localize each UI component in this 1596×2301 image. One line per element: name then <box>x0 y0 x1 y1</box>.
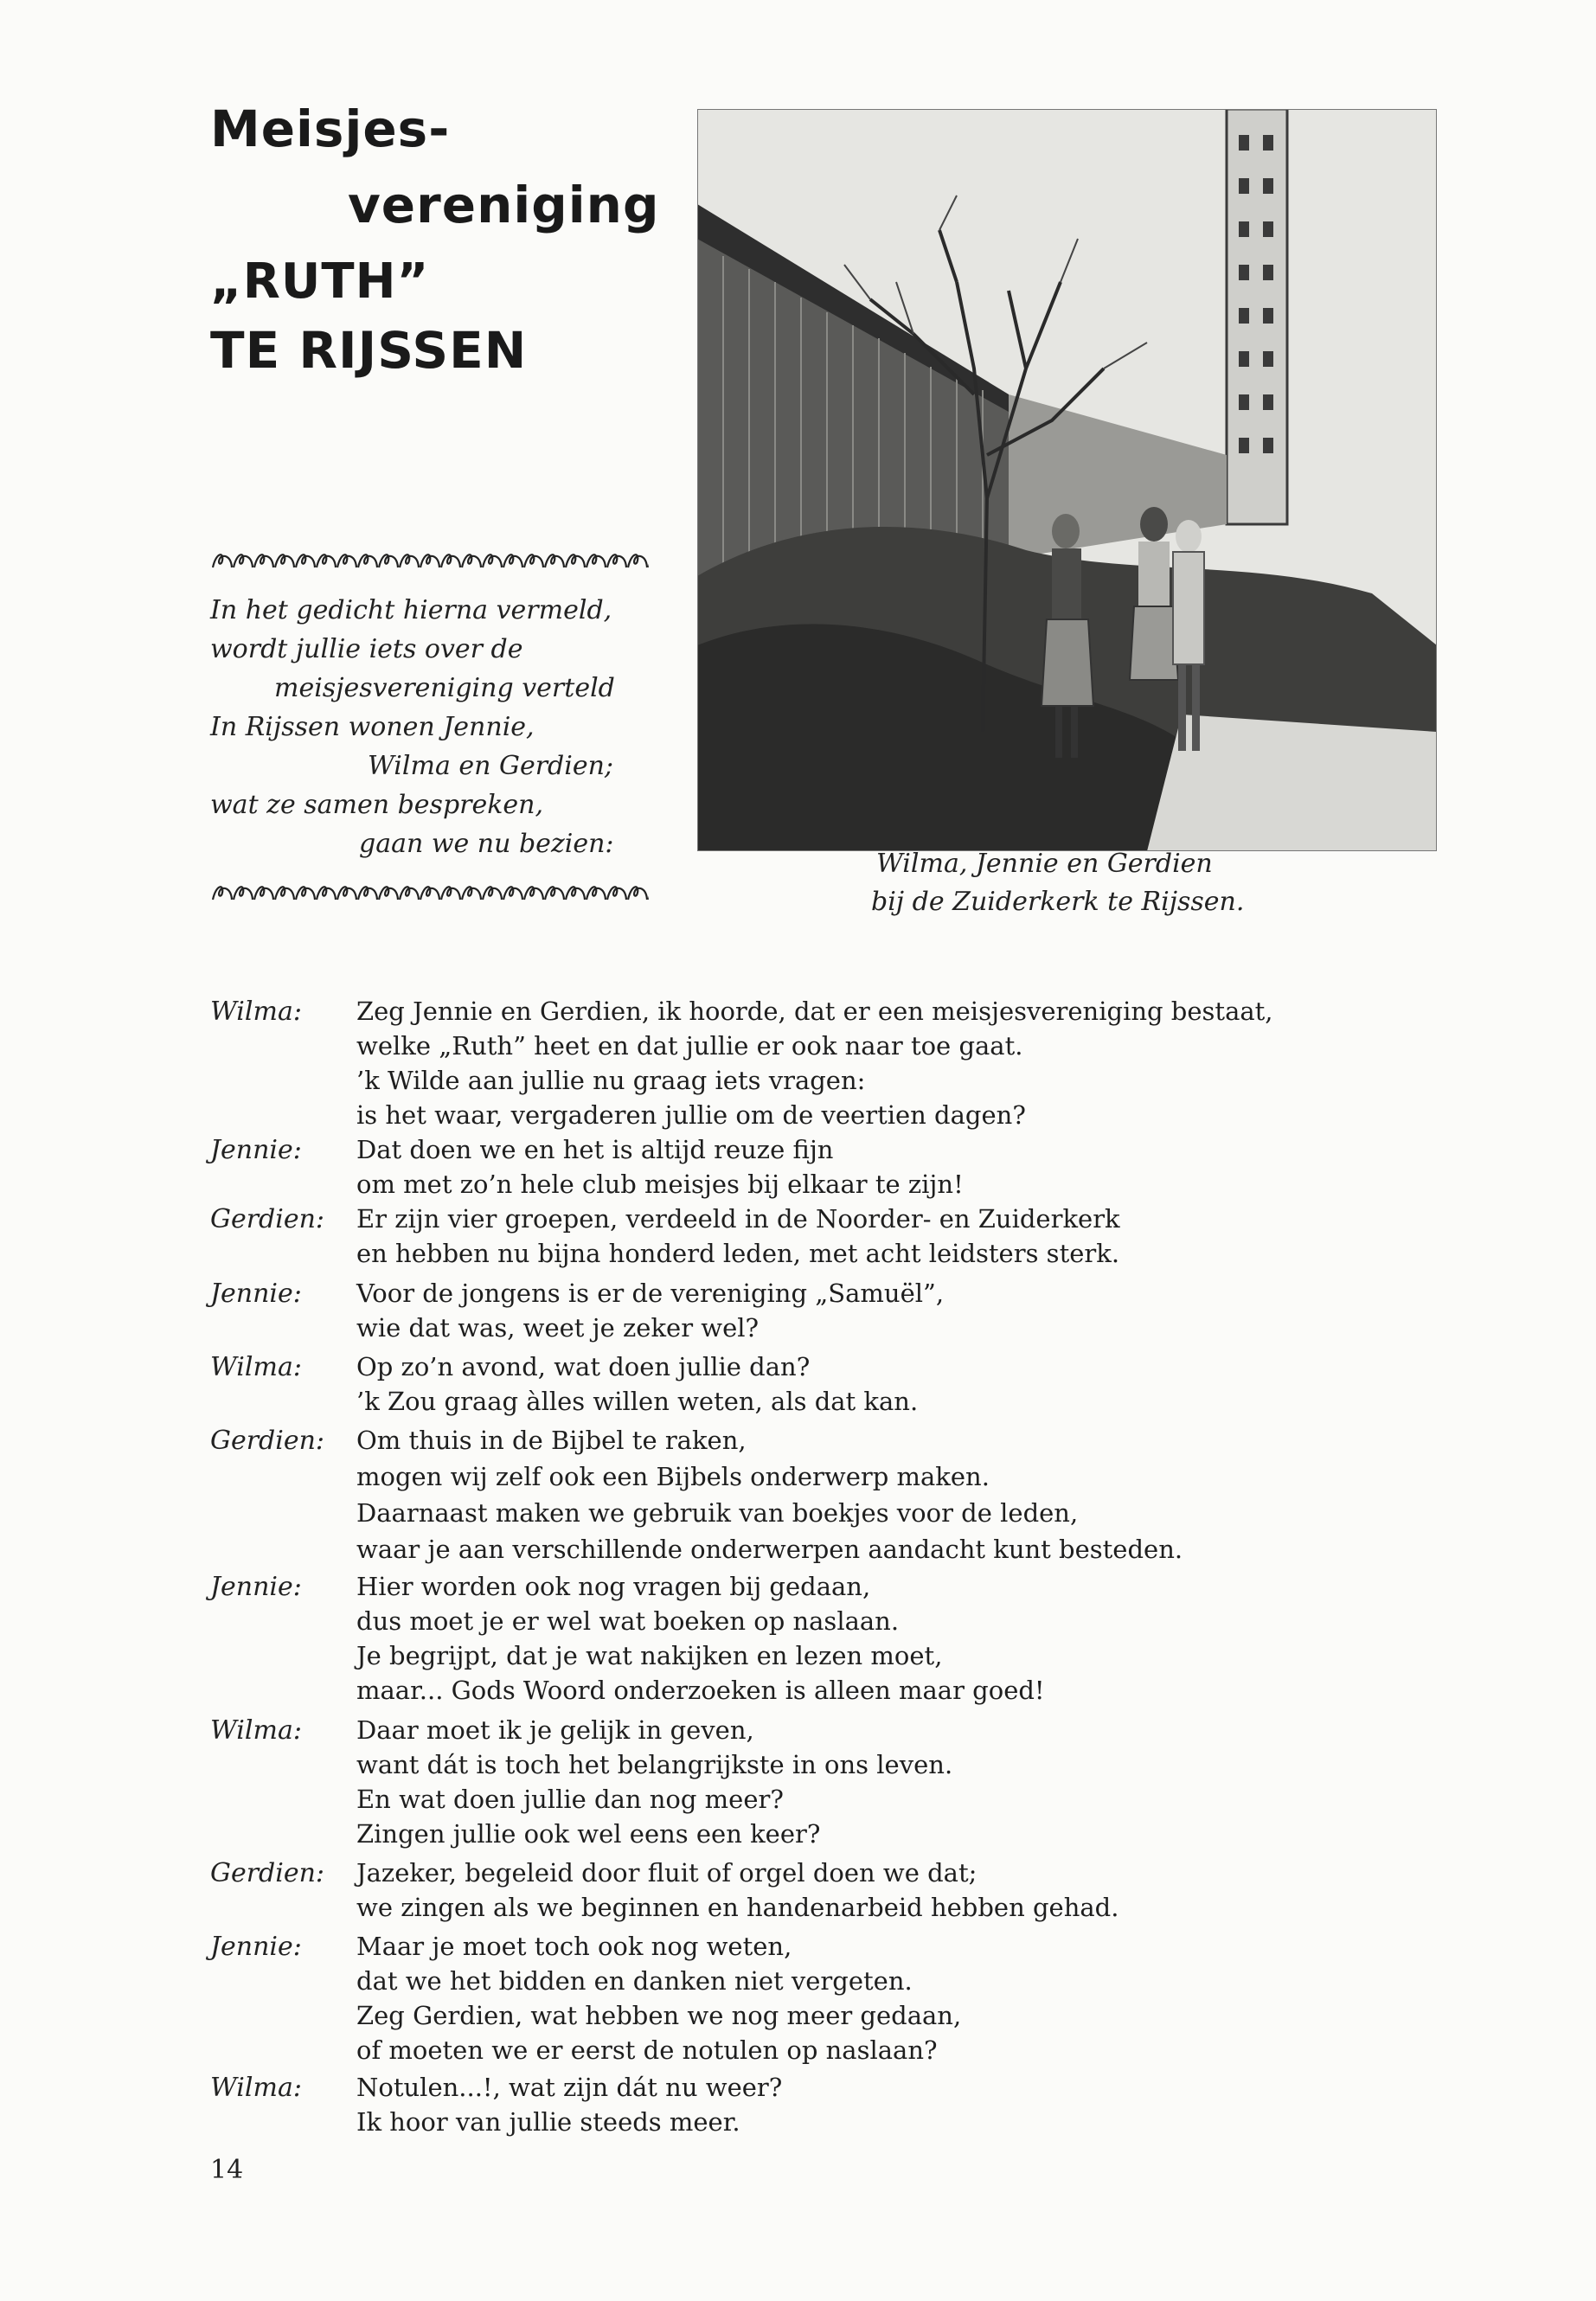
dialogue-line: Zingen jullie ook wel eens een keer? <box>356 1819 821 1849</box>
dialogue-line: want dát is toch het belangrijkste in ons leven. <box>356 1750 953 1779</box>
speaker-label: Wilma: <box>210 2073 302 2103</box>
dialogue-line: En wat doen jullie dan nog meer? <box>356 1785 784 1814</box>
dialogue-line: Om thuis in de Bijbel te raken, <box>356 1426 747 1455</box>
dialogue-line: Voor de jongens is er de vereniging „Samuël”, <box>356 1279 945 1308</box>
dialogue-line: we zingen als we beginnen en handenarbeid hebben gehad. <box>356 1893 1119 1922</box>
intro-line: In Rijssen wonen Jennie, <box>210 712 535 742</box>
title-line-2: vereniging <box>348 176 660 234</box>
speaker-label: Gerdien: <box>210 1426 325 1456</box>
dialogue-line: Dat doen we en het is altijd reuze fijn <box>356 1135 834 1164</box>
dialogue-line: Zeg Gerdien, wat hebben we nog meer gedaan, <box>356 2001 962 2030</box>
dialogue-line: Notulen...!, wat zijn dát nu weer? <box>356 2073 783 2102</box>
dialogue-line: of moeten we er eerst de notulen op naslaan? <box>356 2035 938 2065</box>
title-line-4: TE RIJSSEN <box>210 321 528 380</box>
dialogue-line: dat we het bidden en danken niet vergeten. <box>356 1966 913 1996</box>
intro-line: meisjesvereniging verteld <box>274 673 615 703</box>
title-line-1: Meisjes- <box>210 99 451 158</box>
dialogue-line: Daarnaast maken we gebruik van boekjes voor de leden, <box>356 1498 1079 1528</box>
dialogue-line: maar... Gods Woord onderzoeken is alleen maar goed! <box>356 1676 1045 1705</box>
photo-caption-line-1: Wilma, Jennie en Gerdien <box>876 849 1213 879</box>
dialogue-line: Maar je moet toch ook nog weten, <box>356 1932 792 1961</box>
speaker-label: Gerdien: <box>210 1858 325 1888</box>
speaker-label: Jennie: <box>210 1572 302 1602</box>
dialogue-line: Daar moet ik je gelijk in geven, <box>356 1715 754 1745</box>
dialogue-line: ’k Zou graag àlles willen weten, als dat kan. <box>356 1387 919 1416</box>
dialogue-line: is het waar, vergaderen jullie om de veertien dagen? <box>356 1100 1026 1130</box>
intro-line: Wilma en Gerdien; <box>368 751 614 781</box>
decorative-border-bottom <box>212 882 649 905</box>
title-line-3: „RUTH” <box>210 253 430 310</box>
speaker-label: Wilma: <box>210 1352 302 1382</box>
speaker-label: Gerdien: <box>210 1204 325 1234</box>
church-photo <box>697 109 1437 851</box>
speaker-label: Wilma: <box>210 1715 302 1746</box>
intro-line: wordt jullie iets over de <box>210 634 523 664</box>
decorative-border-top <box>212 550 649 573</box>
dialogue-line: wie dat was, weet je zeker wel? <box>356 1313 760 1343</box>
dialogue-line: waar je aan verschillende onderwerpen aandacht kunt besteden. <box>356 1535 1183 1564</box>
speaker-label: Jennie: <box>210 1932 302 1962</box>
dialogue-line: Op zo’n avond, wat doen jullie dan? <box>356 1352 811 1381</box>
photo-caption-line-2: bij de Zuiderkerk te Rijssen. <box>871 887 1245 917</box>
page-number: 14 <box>210 2155 244 2185</box>
dialogue-line: en hebben nu bijna honderd leden, met acht leidsters sterk. <box>356 1239 1120 1268</box>
speaker-label: Jennie: <box>210 1279 302 1309</box>
dialogue-line: Je begrijpt, dat je wat nakijken en lezen moet, <box>356 1641 943 1670</box>
intro-line: gaan we nu bezien: <box>359 829 614 859</box>
dialogue-line: welke „Ruth” heet en dat jullie er ook naar toe gaat. <box>356 1031 1023 1061</box>
dialogue-line: mogen wij zelf ook een Bijbels onderwerp maken. <box>356 1462 990 1491</box>
intro-line: wat ze samen bespreken, <box>210 790 544 820</box>
dialogue-line: Jazeker, begeleid door fluit of orgel doen we dat; <box>356 1858 977 1888</box>
dialogue-line: om met zo’n hele club meisjes bij elkaar te zijn! <box>356 1170 964 1199</box>
dialogue-line: Ik hoor van jullie steeds meer. <box>356 2107 740 2137</box>
intro-line: In het gedicht hierna vermeld, <box>210 595 612 625</box>
dialogue-line: Zeg Jennie en Gerdien, ik hoorde, dat er een meisjesvereniging bestaat, <box>356 997 1273 1026</box>
speaker-label: Jennie: <box>210 1135 302 1165</box>
dialogue-line: dus moet je er wel wat boeken op naslaan. <box>356 1606 900 1636</box>
dialogue-line: Hier worden ook nog vragen bij gedaan, <box>356 1572 871 1601</box>
dialogue-line: Er zijn vier groepen, verdeeld in de Noorder- en Zuiderkerk <box>356 1204 1120 1234</box>
dialogue-line: ’k Wilde aan jullie nu graag iets vragen: <box>356 1066 866 1095</box>
speaker-label: Wilma: <box>210 997 302 1027</box>
